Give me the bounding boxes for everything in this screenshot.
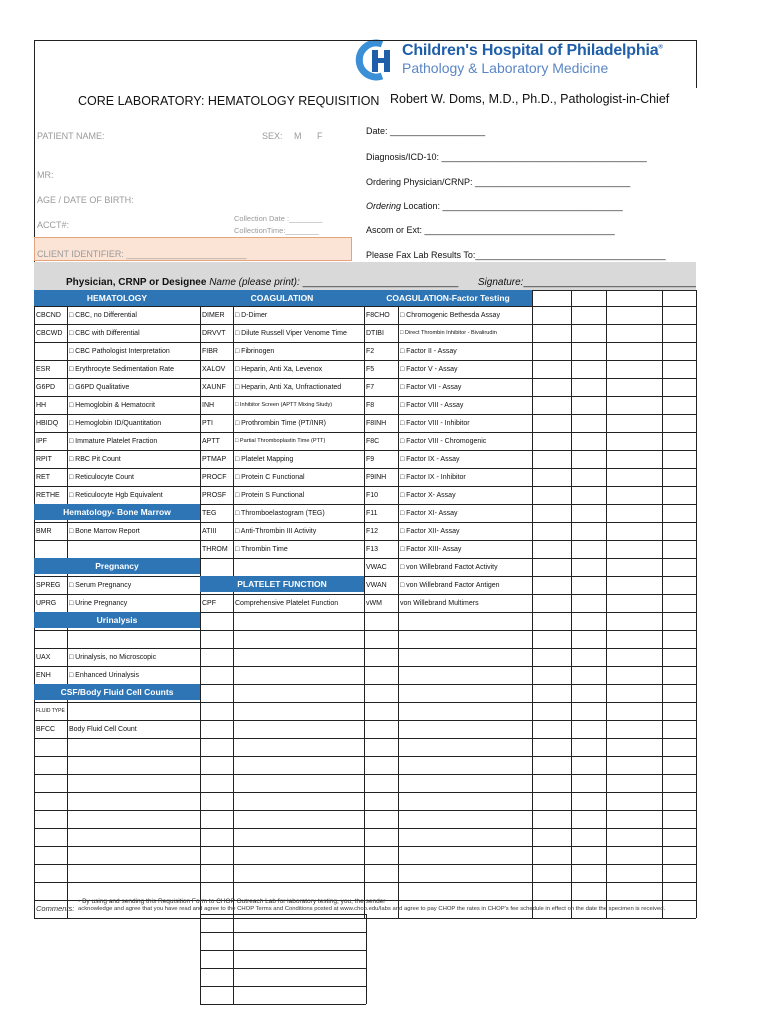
grid-vline	[662, 290, 663, 918]
coagulation-row-test[interactable]: □ Fibrinogen	[235, 348, 275, 355]
comments-table-line	[200, 914, 366, 915]
grid-vline	[532, 290, 533, 918]
grid-hline	[34, 630, 696, 631]
factor-row-test[interactable]: □ Factor X- Assay	[400, 492, 456, 499]
coagulation-row-test[interactable]: □ Protein C Functional	[235, 474, 305, 481]
ordering-location-field[interactable]	[366, 201, 623, 211]
hematology-row-code: RETHE	[36, 492, 60, 499]
section-header-platelet: PLATELET FUNCTION	[200, 576, 364, 592]
grid-hline	[34, 342, 696, 343]
factor-row-code: F8	[366, 402, 375, 409]
grid-vline	[398, 290, 399, 918]
mr-label: MR:	[37, 170, 54, 180]
test-grid	[34, 290, 696, 918]
location-rest: Location: ____________________________________	[401, 201, 623, 211]
physician-prefix: Physician, CRNP or Designee	[66, 277, 207, 288]
hematology-row-code: CBCND	[36, 312, 61, 319]
factor-row-code: F2	[366, 348, 375, 355]
factor-row-code: F12	[366, 528, 379, 535]
grid-hline	[34, 486, 696, 487]
grid-hline	[34, 432, 696, 433]
grid-hline	[34, 774, 696, 775]
factor-row-test[interactable]: □ Factor VIII - Assay	[400, 402, 464, 409]
grid-hline	[34, 648, 696, 649]
grid-hline	[34, 306, 696, 307]
grid-hline	[34, 738, 696, 739]
grid-hline	[34, 792, 696, 793]
marrow-row-code: BMR	[36, 528, 52, 535]
factor-row-code: F5	[366, 366, 375, 373]
dob-label: AGE / DATE OF BIRTH:	[37, 195, 134, 205]
coagulation-row-test[interactable]: □ D-Dimer	[235, 312, 268, 319]
physician-line	[66, 277, 696, 288]
comments-table-line	[200, 968, 366, 969]
hematology-row-code: G6PD	[36, 384, 56, 391]
coagulation-row-test[interactable]: □ Platelet Mapping	[235, 456, 294, 463]
coagulation-row-test[interactable]: □ Protein S Functional	[235, 492, 305, 499]
grid-hline	[34, 702, 696, 703]
factor-row-test[interactable]: □ Factor II - Assay	[400, 348, 457, 355]
grid-hline	[34, 450, 696, 451]
coagulation-row-code: PROCF	[202, 474, 227, 481]
coagulation-row-test[interactable]: □ Prothrombin Time (PT/INR)	[235, 420, 326, 427]
coagulation-row-code: APTT	[202, 438, 220, 445]
logo-title: Children's Hospital of Philadelphia	[402, 42, 659, 59]
coagulation-row-test[interactable]: □ Dilute Russell Viper Venome Time	[235, 330, 347, 337]
hematology-row-test[interactable]: □ CBC Pathologist Interpretation	[69, 348, 170, 355]
grid-hline	[34, 324, 696, 325]
factor-row-test[interactable]: □ Factor VIII - Inhibitor	[400, 420, 470, 427]
platelet-row-test[interactable]: Comprehensive Platelet Function	[235, 600, 339, 607]
grid-vline	[67, 290, 68, 918]
factor-row-code: DTIBI	[366, 330, 384, 337]
terms-line-1: • By using and sending this Requisition Form to CHOP Outreach Lab for laboratory testing, you, the sender	[78, 898, 386, 905]
hematology-row-test[interactable]: □ Immature Platelet Fraction	[69, 438, 158, 445]
date-field[interactable]: Date: ___________________	[366, 126, 486, 136]
coagulation-row-test[interactable]: □ Heparin, Anti Xa, Levenox	[235, 366, 323, 373]
factor-row-code: F13	[366, 546, 379, 553]
coagulation-row-code: ATIII	[202, 528, 217, 535]
grid-vline	[606, 290, 607, 918]
factor-row-test[interactable]: □ von Willebrand Factot Activity	[400, 564, 498, 571]
urinalysis-row-code: ENH	[36, 672, 51, 679]
pregnancy-row-test[interactable]: □ Serum Pregnancy	[69, 582, 132, 589]
hematology-row-code: RPIT	[36, 456, 52, 463]
hematology-row-test[interactable]: □ Reticulocyte Count	[69, 474, 134, 481]
logo-registered-mark: ®	[658, 44, 663, 51]
grid-vline	[571, 290, 572, 918]
coagulation-row-code: PTI	[202, 420, 213, 427]
coagulation-row-code: THROM	[202, 546, 228, 553]
factor-row-test[interactable]: □ Factor XI- Assay	[400, 510, 458, 517]
grid-hline	[34, 864, 696, 865]
ordering-physician-field[interactable]: Ordering Physician/CRNP: _______________________________	[366, 177, 631, 187]
hematology-row-test[interactable]: □ Hemoglobin ID/Quantitation	[69, 420, 162, 427]
page-title: CORE LABORATORY: HEMATOLOGY REQUISITION	[78, 94, 380, 108]
coagulation-row-code: XALOV	[202, 366, 226, 373]
factor-row-test[interactable]: □ Factor IX - Inhibitor	[400, 474, 466, 481]
collection-time[interactable]: CollectionTime:________	[234, 226, 319, 235]
section-header-csf: CSF/Body Fluid Cell Counts	[34, 684, 200, 700]
pregnancy-row-test[interactable]: □ Urine Pregnancy	[69, 600, 128, 607]
grid-hline	[34, 666, 696, 667]
grid-vline	[233, 290, 234, 918]
physician-name-label: Name (please print):	[206, 277, 303, 288]
ascom-field[interactable]: Ascom or Ext: ______________________________________	[366, 225, 615, 235]
factor-row-test[interactable]: □ Factor IX - Assay	[400, 456, 460, 463]
coagulation-row-code: INH	[202, 402, 215, 409]
comments-table	[200, 914, 366, 1004]
client-identifier[interactable]: CLIENT IDENTIFIER: ________________________	[37, 249, 247, 259]
diagnosis-field[interactable]: Diagnosis/ICD-10: _________________________________________	[366, 152, 647, 162]
factor-row-code: F10	[366, 492, 379, 499]
factor-row-test[interactable]: □ Chromogenic Bethesda Assay	[400, 312, 500, 319]
section-header-marrow: Hematology- Bone Marrow	[34, 504, 200, 520]
factor-row-test[interactable]: □ Factor VIII - Chromogenic	[400, 438, 487, 445]
grid-vline	[696, 290, 697, 918]
grid-hline	[34, 828, 696, 829]
comments-table-line	[200, 932, 366, 933]
grid-hline	[34, 378, 696, 379]
fax-field[interactable]: Please Fax Lab Results To:______________________________________	[366, 250, 666, 260]
ordering-italic: Ordering	[366, 201, 402, 211]
coagulation-row-test[interactable]: □ Thrombin Time	[235, 546, 288, 553]
grid-hline	[34, 576, 696, 577]
hematology-row-code: HBIDQ	[36, 420, 59, 427]
factor-row-code: vWM	[366, 600, 382, 607]
hematology-row-test[interactable]: □ G6PD Qualitative	[69, 384, 130, 391]
sex-f-option[interactable]: F	[317, 131, 323, 141]
patient-name-label: PATIENT NAME:	[37, 131, 105, 141]
urinalysis-row-test[interactable]: □ Urinalysis, no Microscopic	[69, 654, 157, 661]
comments-table-line	[366, 914, 367, 1004]
collection-date[interactable]: Collection Date :________	[234, 214, 323, 223]
factor-row-code: VWAN	[366, 582, 387, 589]
pregnancy-row-code: SPREG	[36, 582, 61, 589]
factor-row-test[interactable]: □ Factor VII - Assay	[400, 384, 462, 391]
comments-label: Comments:	[36, 904, 75, 913]
factor-row-code: F11	[366, 510, 378, 517]
factor-row-code: F9	[366, 456, 375, 463]
grid-hline	[34, 360, 696, 361]
factor-row-code: F8CHO	[366, 312, 390, 319]
grid-vline	[200, 290, 201, 918]
urinalysis-row-test[interactable]: □ Enhanced Urinalysis	[69, 672, 139, 679]
factor-row-code: F9INH	[366, 474, 387, 481]
sex-m-option[interactable]: M	[294, 131, 302, 141]
signature-blank[interactable]: _______________________________	[523, 277, 696, 288]
factor-row-code: F8C	[366, 438, 380, 445]
coagulation-row-code: DRVVT	[202, 330, 226, 337]
grid-hline	[34, 810, 696, 811]
csf-row-code: BFCC	[36, 726, 56, 733]
signature-label: Signature:	[477, 277, 524, 288]
section-header-hematology: HEMATOLOGY	[34, 290, 200, 306]
coagulation-row-code: TEG	[202, 510, 217, 517]
factor-row-test[interactable]: □ von Willebrand Factor Antigen	[400, 582, 500, 589]
grid-hline	[34, 594, 696, 595]
grid-vline	[34, 290, 35, 918]
comments-table-line	[200, 950, 366, 951]
factor-row-test[interactable]: □ Direct Thrombin Inhibitor - Bivalirudin	[400, 330, 497, 336]
factor-row-test[interactable]: □ Factor XIII- Assay	[400, 546, 462, 553]
factor-row-test[interactable]: □ Factor XII- Assay	[400, 528, 460, 535]
hematology-row-code: ESR	[36, 366, 51, 373]
csf-row-test[interactable]: Body Fluid Cell Count	[69, 726, 137, 733]
hematology-row-code: HH	[36, 402, 47, 409]
csf-row-code: FLUID TYPE	[36, 708, 65, 714]
grid-hline	[34, 540, 696, 541]
hematology-row-code: CBCWD	[36, 330, 63, 337]
comments-table-line	[233, 914, 234, 1004]
factor-row-test[interactable]: □ Factor V - Assay	[400, 366, 458, 373]
section-header-coagulation: COAGULATION	[200, 290, 364, 306]
coagulation-row-code: XAUNF	[202, 384, 226, 391]
section-header-factor: COAGULATION-Factor Testing	[364, 290, 532, 306]
hematology-row-code: IPF	[36, 438, 47, 445]
hematology-row-test[interactable]: □ Hemoglobin & Hematocrit	[69, 402, 155, 409]
section-header-urinalysis: Urinalysis	[34, 612, 200, 628]
factor-row-test[interactable]: von Willebrand Multimers	[400, 600, 479, 607]
sex-label: SEX:	[262, 131, 283, 141]
grid-hline	[34, 846, 696, 847]
grid-hline	[34, 468, 696, 469]
coagulation-row-test[interactable]: □ Thromboelastogram (TEG)	[235, 510, 325, 517]
grid-hline	[34, 522, 696, 523]
factor-row-code: VWAC	[366, 564, 387, 571]
coagulation-row-code: PROSF	[202, 492, 227, 499]
comments-table-line	[200, 914, 201, 1004]
acct-label: ACCT#:	[37, 220, 70, 230]
factor-row-code: F7	[366, 384, 375, 391]
pathologist-name: Robert W. Doms, M.D., Ph.D., Pathologist-in-Chief	[390, 92, 670, 106]
terms-line-2: acknowledge and agree that you have read and agree to the CHOP Terms and Conditions posted at www.chop.edu/labs and agree to pay CHOP the rates in CHOP's fee schedule in effect on the date the specimen is received.	[78, 906, 666, 912]
section-header-pregnancy: Pregnancy	[34, 558, 200, 574]
comments-table-line	[200, 1004, 366, 1005]
grid-hline	[34, 414, 696, 415]
coagulation-row-code: PTMAP	[202, 456, 227, 463]
hematology-row-code: RET	[36, 474, 50, 481]
coagulation-row-test[interactable]: □ Partial Thromboplastin Time (PTT)	[235, 438, 326, 444]
frame-right-edge	[696, 40, 697, 88]
comments-table-line	[200, 986, 366, 987]
grid-hline	[34, 882, 696, 883]
grid-hline	[34, 396, 696, 397]
grid-hline	[34, 756, 696, 757]
physician-name-blank[interactable]: ____________________________	[302, 277, 459, 288]
hematology-row-test[interactable]: □ Reticulocyte Hgb Equivalent	[69, 492, 163, 499]
urinalysis-row-code: UAX	[36, 654, 51, 661]
platelet-row-code: CPF	[202, 600, 216, 607]
hematology-row-test[interactable]: □ Erythrocyte Sedimentation Rate	[69, 366, 174, 373]
hematology-row-test[interactable]: □ RBC Pit Count	[69, 456, 121, 463]
hematology-row-test[interactable]: □ CBC with Differential	[69, 330, 140, 337]
grid-hline	[34, 720, 696, 721]
factor-row-code: F8INH	[366, 420, 387, 427]
coagulation-row-code: DIMER	[202, 312, 225, 319]
coagulation-row-test[interactable]: □ Heparin, Anti Xa, Unfractionated	[235, 384, 342, 391]
grid-vline	[364, 290, 365, 918]
coagulation-row-code: FIBR	[202, 348, 218, 355]
coagulation-row-test[interactable]: □ Inhibitor Screen (APTT Mixing Study)	[235, 402, 333, 408]
coagulation-row-test[interactable]: □ Anti-Thrombin III Activity	[235, 528, 317, 535]
hematology-row-test[interactable]: □ CBC, no Differential	[69, 312, 137, 319]
marrow-row-test[interactable]: □ Bone Marrow Report	[69, 528, 140, 535]
logo-subtitle: Pathology & Laboratory Medicine	[402, 60, 609, 76]
pregnancy-row-code: UPRG	[36, 600, 57, 607]
